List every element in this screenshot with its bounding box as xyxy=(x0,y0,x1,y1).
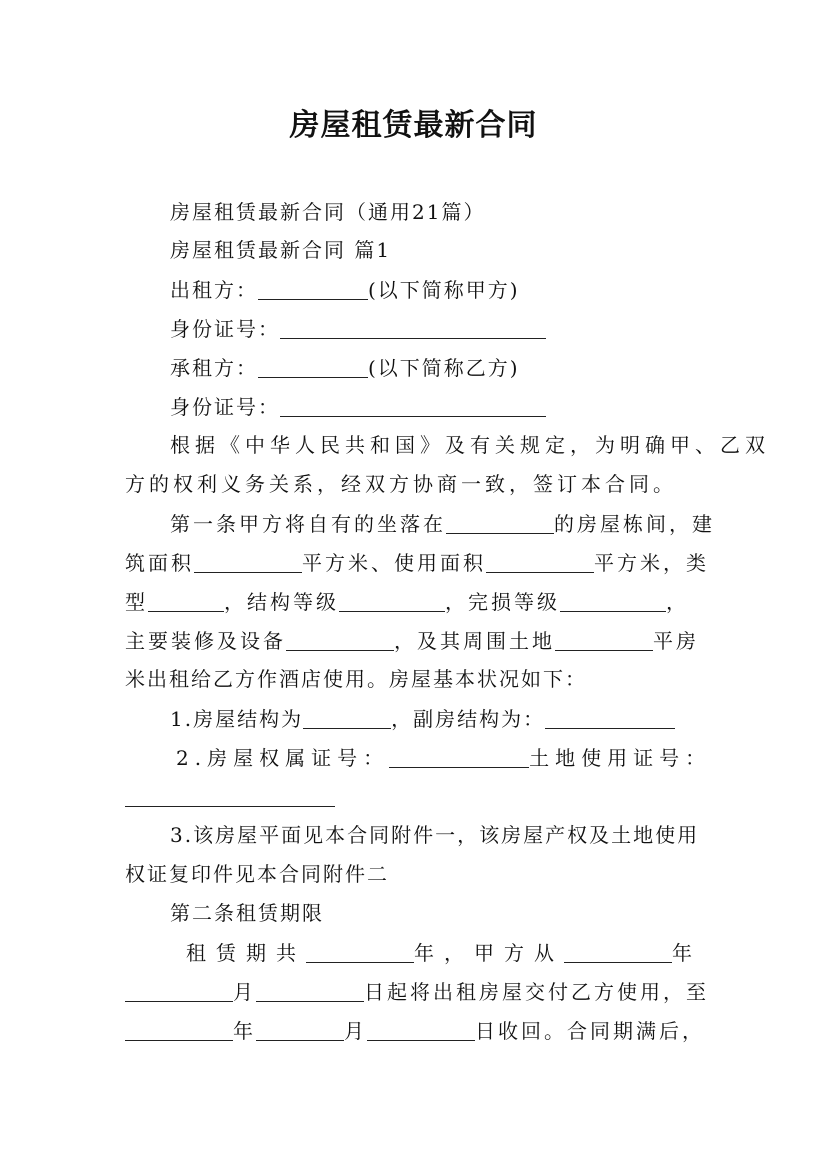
location-blank xyxy=(446,513,554,534)
article2-heading: 第二条租赁期限 xyxy=(170,901,324,925)
ownership-cert-blank xyxy=(389,747,529,768)
lessee-id-blank xyxy=(280,396,546,417)
damage-grade-blank xyxy=(560,591,666,612)
article1-line-4: 主要装修及设备 ，及其周围土地 平房 xyxy=(125,629,699,653)
basis-paragraph-line-1: 根据《中华人民共和国》及有关规定，为明确甲、乙双 xyxy=(170,433,770,457)
item2-line: 2.房屋权属证号： 土地使用证号： xyxy=(176,746,712,770)
lessee-blank xyxy=(258,357,368,378)
annex-structure-blank xyxy=(545,708,675,729)
lessor-id-line xyxy=(170,318,546,339)
lessor-note: (以下简称甲方) xyxy=(368,278,520,302)
lessor-blank xyxy=(258,279,368,300)
start-month-blank xyxy=(125,981,233,1002)
equipment-blank xyxy=(286,630,394,651)
item3-line-1: 3.该房屋平面见本合同附件一，该房屋产权及土地使用 xyxy=(170,823,700,847)
article1-line-3: 型 ，结构等级 ，完损等级 ， xyxy=(125,590,689,614)
end-day-blank xyxy=(367,1020,475,1041)
usable-area-blank xyxy=(486,552,594,573)
lessee-line xyxy=(170,357,520,378)
lessee-note: (以下简称乙方) xyxy=(368,356,520,380)
building-area-blank xyxy=(194,552,302,573)
end-month-blank xyxy=(256,1020,344,1041)
lessor-label: 出租方： xyxy=(170,278,258,302)
article1-line-1: 第一条甲方将自有的坐落在 的房屋栋间，建 xyxy=(170,512,715,536)
start-year-blank xyxy=(564,942,672,963)
term-line-1: 租赁期共 年，甲方从 年 xyxy=(186,941,702,965)
main-structure-blank xyxy=(303,708,391,729)
basis-paragraph-line-2: 方的权利义务关系，经双方协商一致，签订本合同。 xyxy=(125,472,677,496)
lessee-label: 承租方： xyxy=(170,356,258,380)
item1-line: 1.房屋结构为 ，副房结构为： xyxy=(170,708,675,729)
lessor-id-blank xyxy=(280,318,546,339)
article1-line-2: 筑面积 平方米、使用面积 平方米，类 xyxy=(125,551,709,575)
page-title: 房屋租赁最新合同 xyxy=(289,108,538,143)
lessee-id-line xyxy=(170,396,546,417)
land-area-blank xyxy=(555,630,653,651)
id-label: 身份证号： xyxy=(170,395,280,419)
item3-line-2: 权证复印件见本合同附件二 xyxy=(125,862,389,886)
article1-line-5: 米出租给乙方作酒店使用。房屋基本状况如下： xyxy=(125,667,587,691)
term-line-3: 年 月 日收回。合同期满后， xyxy=(125,1020,705,1041)
id-label: 身份证号： xyxy=(170,317,280,341)
lessor-line xyxy=(170,279,520,300)
end-year-blank xyxy=(125,1020,233,1041)
land-cert-blank xyxy=(125,786,335,807)
structure-grade-blank xyxy=(339,591,445,612)
type-blank xyxy=(148,591,224,612)
section-heading: 房屋租赁最新合同 篇1 xyxy=(170,238,392,262)
document-subtitle: 房屋租赁最新合同（通用21篇） xyxy=(170,200,486,224)
start-day-blank xyxy=(256,981,364,1002)
term-line-2: 月 日起将出租房屋交付乙方使用，至 xyxy=(125,981,709,1002)
years-blank xyxy=(306,942,414,963)
